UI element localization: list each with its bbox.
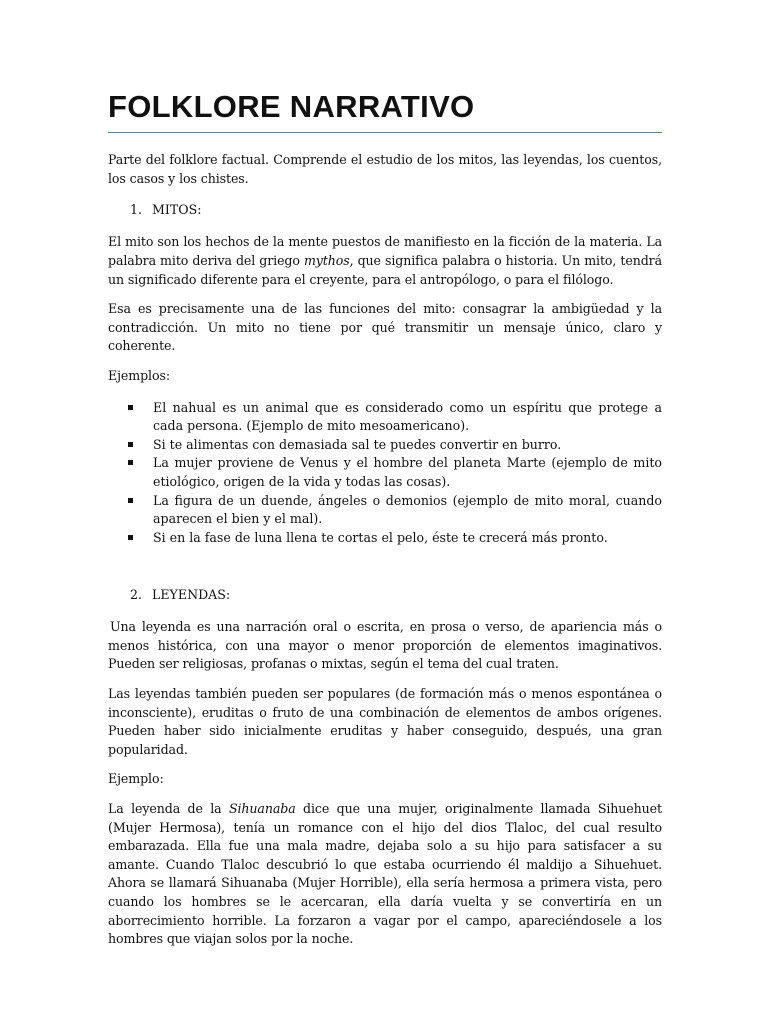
- page-title: FOLKLORE NARRATIVO: [108, 89, 475, 124]
- list-item: Si en la fase de luna llena te cortas el pelo, éste te crecerá más pronto.: [153, 529, 662, 548]
- spacer: [108, 547, 662, 573]
- list-item: El nahual es un animal que es considerado como un espíritu que protege a cada persona. (Ejemplo de mito mesoamericano).: [153, 399, 662, 436]
- list-item: Si te alimentas con demasiada sal te puedes convertir en burro.: [153, 436, 662, 455]
- examples-label: Ejemplos:: [108, 367, 170, 383]
- section-number: 1.: [130, 202, 143, 218]
- intro-paragraph: Parte del folklore factual. Comprende el estudio de los mitos, las leyendas, los cuentos, los casos y los chistes.: [108, 152, 662, 186]
- leyendas-paragraph-2: Las leyendas también pueden ser populares (de formación más o menos espontánea o inconsciente), eruditas o fruto de una combinación de elementos de ambos orígenes. Pueden haber sido inicialmente eruditas y haber conseguido, después, una gran popularidad.: [108, 686, 662, 757]
- list-item: La mujer proviene de Venus y el hombre del planeta Marte (ejemplo de mito etiológico, origen de la vida y todas las cosas).: [153, 454, 662, 491]
- list-item: La figura de un duende, ángeles o demonios (ejemplo de mito moral, cuando aparecen el bien y el mal).: [153, 492, 662, 529]
- bullet-icon: [128, 460, 133, 465]
- bullet-icon: [128, 498, 133, 503]
- section-title: MITOS:: [152, 202, 202, 218]
- bullet-icon: [128, 442, 133, 447]
- mitos-paragraph-2: Esa es precisamente una de las funciones del mito: consagrar la ambigüedad y la contradicción. Un mito no tiene por qué transmitir un mensaje único, claro y coherente.: [108, 301, 662, 354]
- bullet-icon: [128, 535, 133, 540]
- section-heading-leyendas: [130, 586, 662, 604]
- leyendas-example-paragraph: La leyenda de la Sihuanaba dice que una mujer, originalmente llamada Sihuehuet (Mujer Hermosa), tenía un romance con el hijo del dios Tlaloc, del cual resulto embarazada. Ella fue una mala madre, dejaba solo a su hijo para satisfacer a su amante. Cuando Tlaloc descubrió lo que estaba ocurriendo él maldijo a Sihuehuet. Ahora se llamará Sihuanaba (Mujer Horrible), ella sería hermosa a primera vista, pero cuando los hombres se le acercaran, ella daría vuelta y se convertiría en un aborrecimiento horrible. La forzaron a vagar por el campo, apareciéndosele a los hombres que viajan solos por la noche.: [108, 801, 662, 947]
- section-number: 2.: [130, 587, 143, 603]
- bullet-icon: [128, 405, 133, 410]
- examples-list: [108, 399, 662, 548]
- example-label: Ejemplo:: [108, 771, 164, 787]
- section-heading-mitos: [130, 201, 662, 219]
- mitos-paragraph-1: El mito son los hechos de la mente puestos de manifiesto en la ficción de la materia. La palabra mito deriva del griego mythos, que significa palabra o historia. Un mito, tendrá un significado diferente para el creyente, para el antropólogo, o para el filólogo.: [108, 234, 662, 287]
- leyendas-paragraph-1: Una leyenda es una narración oral o escrita, en prosa o verso, de apariencia más o menos histórica, con una mayor o menor proporción de elementos imaginativos. Pueden ser religiosas, profanas o mixtas, según el tema del cual traten.: [108, 619, 662, 672]
- section-title: LEYENDAS:: [152, 587, 231, 603]
- title-underline: [108, 132, 662, 133]
